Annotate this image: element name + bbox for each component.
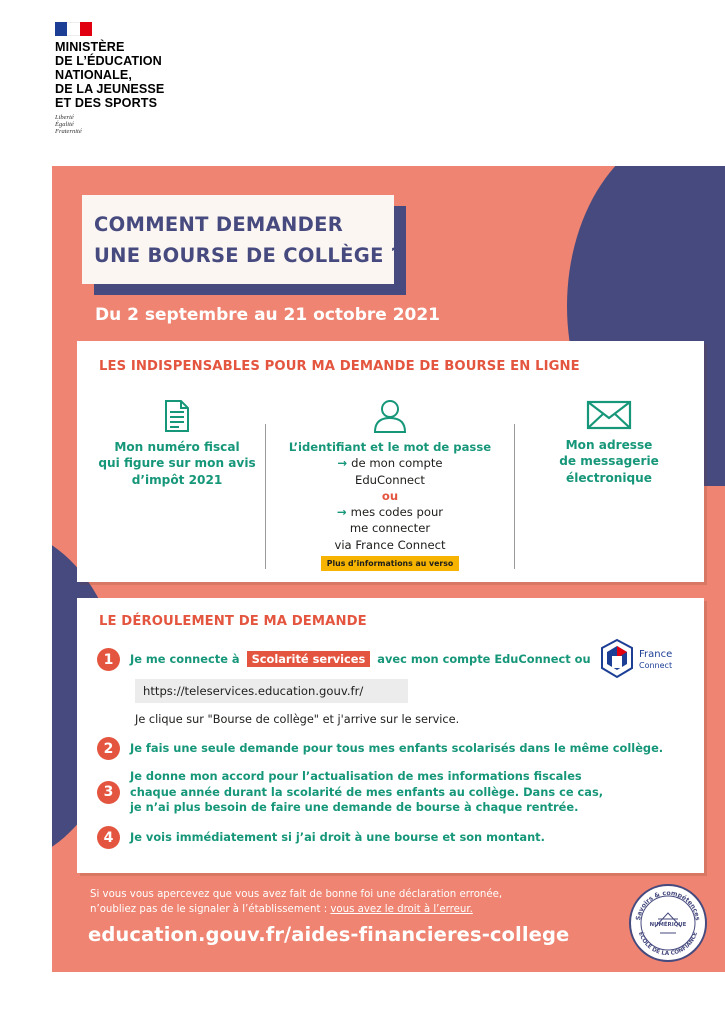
website-url[interactable]: education.gouv.fr/aides-financieres-college bbox=[88, 923, 570, 946]
item-text: électronique bbox=[566, 470, 652, 485]
arrow-icon: → bbox=[336, 505, 347, 520]
step-number: 3 bbox=[97, 781, 120, 804]
note-text: n’oubliez pas de le signaler à l’établissement : bbox=[90, 904, 328, 915]
french-flag-icon bbox=[55, 22, 92, 36]
republic-motto bbox=[55, 114, 215, 136]
motto-line: Liberté bbox=[55, 114, 74, 121]
essentials-card bbox=[77, 341, 704, 582]
badge-text: Savoirs & compétences bbox=[635, 889, 701, 921]
step-2 bbox=[97, 737, 663, 760]
step-text: Je vois immédiatement si j’ai droit à une bourse et son montant. bbox=[130, 829, 545, 844]
ecole-confiance-badge bbox=[628, 883, 708, 963]
step-3 bbox=[97, 769, 603, 816]
essentials-title: LES INDISPENSABLES POUR MA DEMANDE DE BOURSE EN LIGNE bbox=[99, 359, 580, 374]
error-right-note bbox=[90, 887, 502, 917]
step-text bbox=[130, 652, 591, 668]
more-info-tag: Plus d’informations au verso bbox=[321, 556, 459, 571]
step-text bbox=[130, 769, 603, 816]
badge-text: NUMÉRIQUE bbox=[649, 922, 687, 928]
france-connect-label: Connect bbox=[639, 661, 673, 670]
step-line: chaque année durant la scolarité de mes enfants au collège. Dans ce cas, bbox=[130, 784, 604, 799]
envelope-icon bbox=[586, 399, 632, 431]
email-item bbox=[523, 399, 695, 486]
option-text: me connecter bbox=[349, 521, 431, 536]
campaign-dates: Du 2 septembre au 21 octobre 2021 bbox=[95, 305, 441, 325]
option-franceconnect bbox=[274, 504, 506, 520]
step-number: 1 bbox=[97, 648, 120, 671]
ministry-line: MINISTÈRE bbox=[55, 40, 125, 54]
badge-text: ÉCOLE DE LA CONFIANCE bbox=[637, 931, 699, 958]
procedure-card bbox=[77, 598, 704, 873]
motto-line: Fraternité bbox=[55, 128, 82, 136]
ministry-line: DE LA JEUNESSE bbox=[55, 82, 165, 96]
step-number: 4 bbox=[97, 826, 120, 849]
credentials-item bbox=[274, 399, 506, 571]
step-line: je n’ai plus besoin de faire une demande de bourse à chaque rentrée. bbox=[130, 800, 579, 814]
ministry-line: DE L’ÉDUCATION bbox=[55, 54, 162, 68]
option-text: de mon compte bbox=[351, 456, 443, 471]
item-text: L’identifiant et le mot de passe bbox=[288, 440, 492, 454]
note-line: Si vous vous apercevez que vous avez fait de bonne foi une déclaration erronée, bbox=[90, 889, 503, 900]
teleservices-url[interactable]: https://teleservices.education.gouv.fr/ bbox=[135, 679, 408, 703]
ministry-line: NATIONALE, bbox=[55, 68, 133, 82]
divider bbox=[514, 424, 515, 569]
click-instruction: Je clique sur "Bourse de collège" et j'arrive sur le service. bbox=[135, 713, 460, 726]
motto-line: Égalité bbox=[55, 121, 74, 129]
poster-panel bbox=[52, 166, 725, 972]
step-text-part: avec mon compte EduConnect ou bbox=[377, 651, 591, 666]
ministry-line: ET DES SPORTS bbox=[55, 96, 158, 110]
option-educonnect bbox=[274, 455, 506, 471]
item-text: Mon numéro fiscal bbox=[114, 440, 240, 454]
step-4 bbox=[97, 826, 545, 849]
arrow-icon: → bbox=[337, 456, 348, 471]
item-text: de messagerie bbox=[559, 454, 659, 469]
right-to-error-link[interactable]: vous avez le droit à l’erreur. bbox=[330, 904, 473, 915]
note-line bbox=[90, 902, 502, 917]
divider bbox=[265, 424, 266, 569]
france-connect-logo[interactable] bbox=[597, 638, 687, 680]
option-text: EduConnect bbox=[355, 472, 425, 487]
user-icon bbox=[372, 399, 408, 433]
ministry-name bbox=[55, 40, 215, 110]
fiscal-number-item bbox=[91, 399, 263, 488]
option-text: via France Connect bbox=[334, 537, 446, 552]
step-number: 2 bbox=[97, 737, 120, 760]
or-label: ou bbox=[381, 488, 399, 503]
title-line: UNE BOURSE DE COLLÈGE ? bbox=[94, 244, 403, 267]
scolarite-services-link[interactable]: Scolarité services bbox=[247, 651, 371, 667]
option-text: mes codes pour bbox=[350, 505, 444, 520]
document-icon bbox=[164, 399, 190, 433]
ministry-logo bbox=[55, 22, 215, 136]
procedure-title: LE DÉROULEMENT DE MA DEMANDE bbox=[99, 614, 367, 629]
poster-title bbox=[94, 209, 402, 271]
france-connect-label: France bbox=[639, 649, 673, 660]
item-text: Mon adresse bbox=[565, 438, 653, 452]
step-text: Je fais une seule demande pour tous mes enfants scolarisés dans le même collège. bbox=[130, 740, 664, 755]
item-text: qui figure sur mon avis bbox=[98, 456, 256, 471]
step-line: Je donne mon accord pour l’actualisation de mes informations fiscales bbox=[130, 769, 582, 783]
step-text-part: Je me connecte à bbox=[130, 651, 240, 666]
item-text: d’impôt 2021 bbox=[131, 472, 223, 487]
title-line: COMMENT DEMANDER bbox=[94, 213, 344, 236]
step-1 bbox=[97, 648, 591, 671]
